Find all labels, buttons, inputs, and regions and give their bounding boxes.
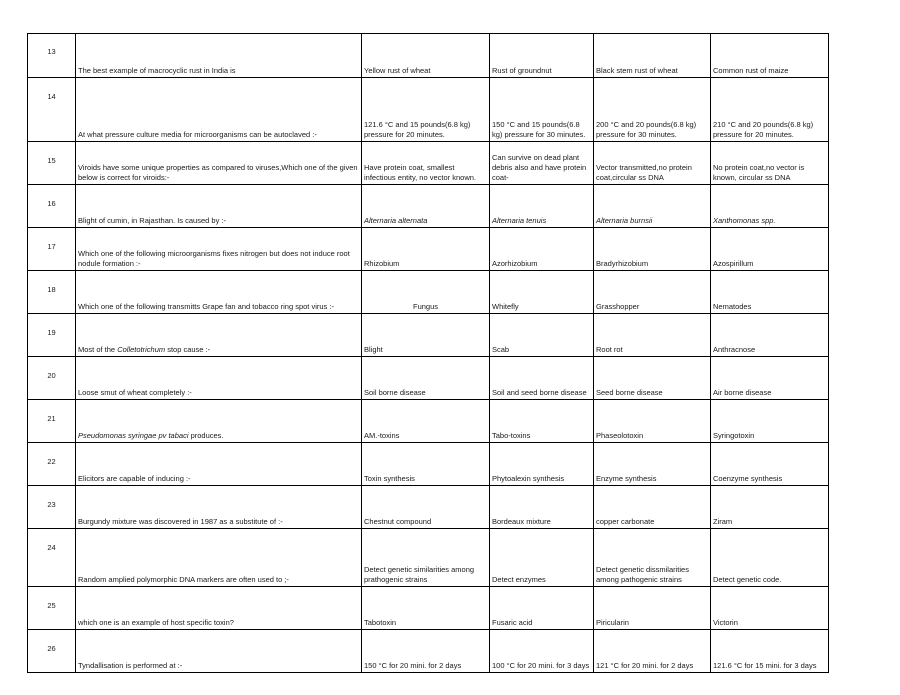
question-text: Which one of the following transmitts Grape fan and tobacco ring spot virus :- — [76, 271, 362, 314]
option-c: Bradyrhizobium — [594, 228, 711, 271]
option-c: 200 °C and 20 pounds(6.8 kg) pressure for 30 minutes. — [594, 78, 711, 142]
option-c: Seed borne disease — [594, 357, 711, 400]
question-number: 23 — [28, 486, 76, 529]
option-a: Rhizobium — [362, 228, 490, 271]
question-text: Blight of cumin, in Rajasthan. Is caused by :- — [76, 185, 362, 228]
option-d: 210 °C and 20 pounds(6.8 kg) pressure for 20 minutes. — [711, 78, 829, 142]
question-number: 17 — [28, 228, 76, 271]
table-row — [28, 529, 829, 587]
question-number: 22 — [28, 443, 76, 486]
question-number: 25 — [28, 587, 76, 630]
option-a: 121.6 °C and 15 pounds(6.8 kg) pressure for 20 minutes. — [362, 78, 490, 142]
option-c: Vector transmitted,no protein coat,circular ss DNA — [594, 142, 711, 185]
table-row — [28, 630, 829, 673]
question-number: 16 — [28, 185, 76, 228]
question-text: At what pressure culture media for microorganisms can be autoclaved :- — [76, 78, 362, 142]
table-row — [28, 142, 829, 185]
table-row — [28, 443, 829, 486]
option-c: Grasshopper — [594, 271, 711, 314]
option-d: Common rust of maize — [711, 34, 829, 78]
option-d: 121.6 °C for 15 mini. for 3 days — [711, 630, 829, 673]
option-b: Alternaria tenuis — [490, 185, 594, 228]
option-c: copper carbonate — [594, 486, 711, 529]
option-b: Tabo-toxins — [490, 400, 594, 443]
option-a: Soil borne disease — [362, 357, 490, 400]
option-d: Nematodes — [711, 271, 829, 314]
question-number: 14 — [28, 78, 76, 142]
option-c: Piricularin — [594, 587, 711, 630]
question-number: 26 — [28, 630, 76, 673]
question-text-post: produces. — [188, 431, 224, 440]
option-b: Fusaric acid — [490, 587, 594, 630]
option-b: 150 °C and 15 pounds(6.8 kg) pressure for 30 minutes. — [490, 78, 594, 142]
question-text: Tyndallisation is performed at :- — [76, 630, 362, 673]
option-c: Enzyme synthesis — [594, 443, 711, 486]
question-text: Elicitors are capable of inducing :- — [76, 443, 362, 486]
option-c: Black stem rust of wheat — [594, 34, 711, 78]
option-c: Alternaria burnsii — [594, 185, 711, 228]
option-a: Blight — [362, 314, 490, 357]
table-row — [28, 400, 829, 443]
option-d: Victorin — [711, 587, 829, 630]
option-a: Detect genetic similarities among prathogenic strains — [362, 529, 490, 587]
option-a: Alternaria alternata — [362, 185, 490, 228]
option-b: Azorhizobium — [490, 228, 594, 271]
question-number: 24 — [28, 529, 76, 587]
option-c: Root rot — [594, 314, 711, 357]
table-row — [28, 34, 829, 78]
option-b: Phytoalexin synthesis — [490, 443, 594, 486]
option-b: Can survive on dead plant debris also and have protein coat- — [490, 142, 594, 185]
option-b: Scab — [490, 314, 594, 357]
option-a: Yellow rust of wheat — [362, 34, 490, 78]
table-row — [28, 185, 829, 228]
table-row — [28, 78, 829, 142]
option-b: Soil and seed borne disease — [490, 357, 594, 400]
option-a: Toxin synthesis — [362, 443, 490, 486]
table-row — [28, 357, 829, 400]
question-text — [76, 314, 362, 357]
question-number: 20 — [28, 357, 76, 400]
option-a: AM.-toxins — [362, 400, 490, 443]
question-text-italic: Pseudomonas syringae pv tabaci — [78, 431, 189, 440]
question-text-post: stop cause :- — [165, 345, 211, 354]
option-d: Syringotoxin — [711, 400, 829, 443]
option-d: Coenzyme synthesis — [711, 443, 829, 486]
option-d: No protein coat,no vector is known, circular ss DNA — [711, 142, 829, 185]
table-row — [28, 228, 829, 271]
option-a: Tabotoxin — [362, 587, 490, 630]
option-b: Whitefly — [490, 271, 594, 314]
table-row — [28, 271, 829, 314]
question-text: which one is an example of host specific toxin? — [76, 587, 362, 630]
option-c: 121 °C for 20 mini. for 2 days — [594, 630, 711, 673]
table-row — [28, 314, 829, 357]
question-number: 19 — [28, 314, 76, 357]
option-d: Air borne disease — [711, 357, 829, 400]
table-row — [28, 486, 829, 529]
question-text-pre: Most of the — [78, 345, 118, 354]
question-text: Viroids have some unique properties as compared to viruses,Which one of the given below is correct for viroids:- — [76, 142, 362, 185]
question-text-italic: Colletotrichum — [117, 345, 166, 354]
table-row — [28, 587, 829, 630]
question-number: 13 — [28, 34, 76, 78]
option-d: Detect genetic code. — [711, 529, 829, 587]
question-text: Random amplied polymorphic DNA markers are often used to ;- — [76, 529, 362, 587]
question-text: The best example of macrocyclic rust in India is — [76, 34, 362, 78]
option-a: 150 °C for 20 mini. for 2 days — [362, 630, 490, 673]
question-text — [76, 400, 362, 443]
option-b: 100 °C for 20 mini. for 3 days — [490, 630, 594, 673]
option-a: Have protein coat, smallest infectious entity, no vector known. — [362, 142, 490, 185]
option-d: Azospirillum — [711, 228, 829, 271]
option-a: Chestnut compound — [362, 486, 490, 529]
option-d: Xanthomonas spp. — [711, 185, 829, 228]
option-b: Bordeaux mixture — [490, 486, 594, 529]
question-number: 21 — [28, 400, 76, 443]
option-d: Ziram — [711, 486, 829, 529]
question-text: Burgundy mixture was discovered in 1987 as a substitute of :- — [76, 486, 362, 529]
mcq-table — [27, 33, 829, 673]
option-b: Rust of groundnut — [490, 34, 594, 78]
option-c: Detect genetic dissmilarities among pathogenic strains — [594, 529, 711, 587]
option-c: Phaseolotoxin — [594, 400, 711, 443]
option-b: Detect enzymes — [490, 529, 594, 587]
option-a: Fungus — [362, 271, 490, 314]
question-number: 15 — [28, 142, 76, 185]
option-d: Anthracnose — [711, 314, 829, 357]
question-number: 18 — [28, 271, 76, 314]
question-text: Loose smut of wheat completely :- — [76, 357, 362, 400]
question-text: Which one of the following microorganisms fixes nitrogen but does not induce root nodule formation :- — [76, 228, 362, 271]
